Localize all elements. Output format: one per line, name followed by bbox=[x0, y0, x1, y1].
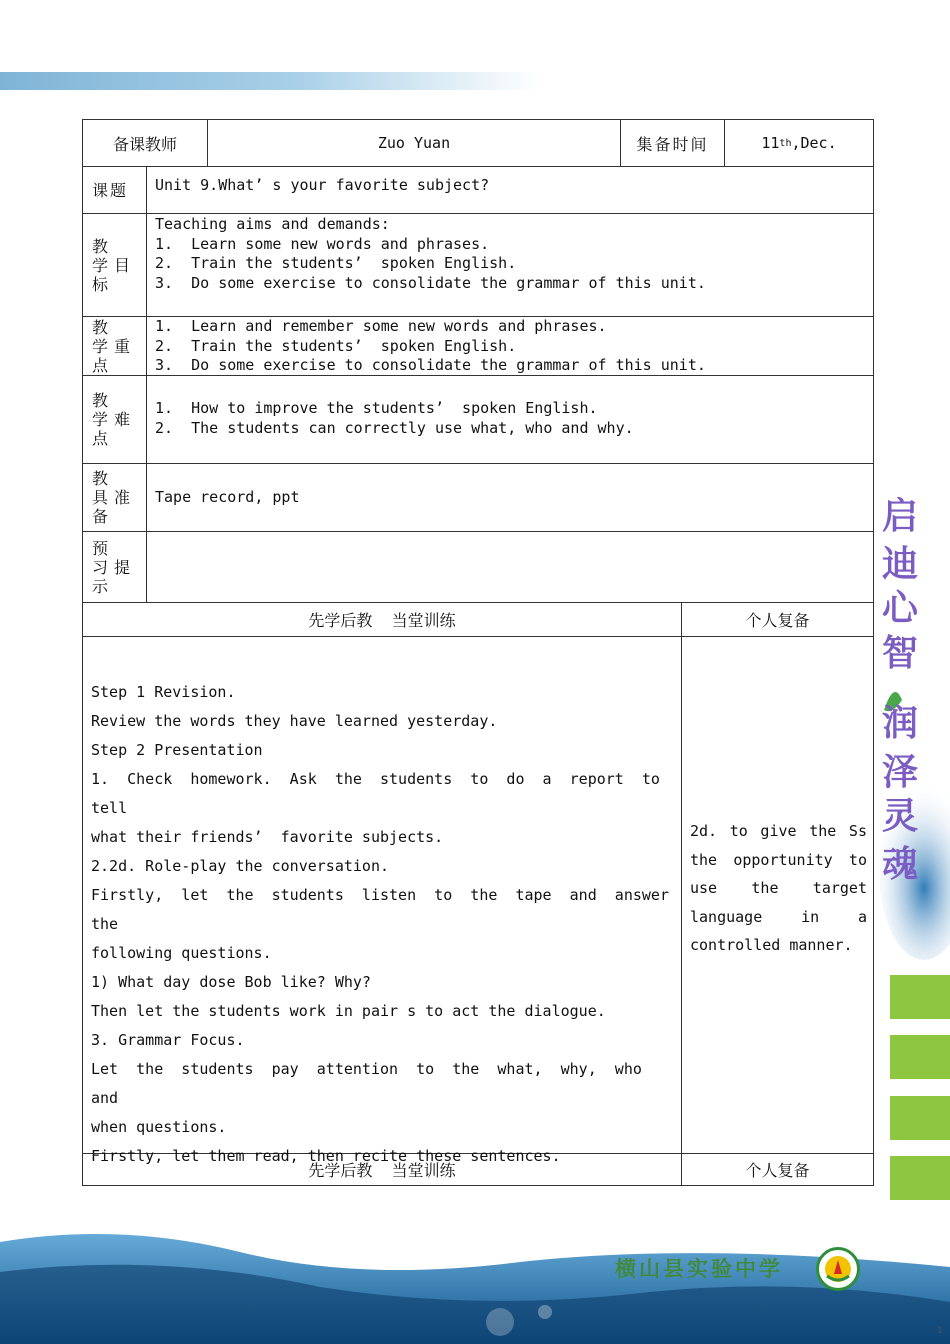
procedure-line: Step 2 Presentation bbox=[91, 741, 263, 759]
footer-header-right: 个人复备 bbox=[745, 1161, 810, 1180]
difficulty-line: 2. The students can correctly use what, who and why. bbox=[155, 418, 634, 437]
procedure-content bbox=[83, 637, 688, 1165]
key-point-line: 3. Do some exercise to consolidate the grammar of this unit. bbox=[155, 356, 706, 374]
green-decoration-block bbox=[890, 1035, 950, 1079]
header-row bbox=[83, 120, 873, 167]
topic-text: Unit 9.What’ s your favorite subject? bbox=[155, 176, 490, 194]
key-point-line: 1. Learn and remember some new words and phrases. bbox=[155, 317, 607, 335]
footer-header-left: 先学后教 当堂训练 bbox=[83, 1154, 682, 1185]
lesson-plan-table bbox=[82, 119, 874, 1186]
key-point-line: 2. Train the students’ spoken English. bbox=[155, 336, 517, 355]
date-suffix: th bbox=[779, 137, 792, 149]
procedure-line: Then let the students work in pair s to act the dialogue. bbox=[91, 1002, 606, 1020]
key-points-row bbox=[83, 317, 873, 376]
school-logo-icon bbox=[816, 1247, 860, 1291]
slogan-char: 智 bbox=[881, 632, 918, 674]
teacher-name: Zuo Yuan bbox=[208, 120, 621, 166]
preview-text bbox=[147, 532, 873, 602]
aims-label: 教 学目标 bbox=[83, 214, 147, 316]
procedure-line: 3. Grammar Focus. bbox=[91, 1031, 245, 1049]
school-name: 横山县实验中学 bbox=[615, 1257, 783, 1281]
procedure-line: Firstly, let the students listen to the tape and answer the bbox=[91, 886, 688, 933]
tools-label: 教 具准备 bbox=[83, 464, 147, 531]
procedure-line: when questions. bbox=[91, 1118, 227, 1136]
slogan-char: 心 bbox=[881, 587, 918, 629]
procedure-row bbox=[83, 637, 873, 1165]
water-wave-footer bbox=[0, 1212, 950, 1344]
green-decoration-block bbox=[890, 975, 950, 1019]
aims-row bbox=[83, 214, 873, 317]
procedure-line: 1) What day dose Bob like? Why? bbox=[91, 973, 371, 991]
preview-label: 预 习提示 bbox=[83, 532, 147, 602]
key-points-label: 教 学重点 bbox=[83, 317, 147, 375]
slogan-char: 润 bbox=[881, 702, 918, 744]
topic-label: 课题 bbox=[83, 167, 147, 213]
preview-row bbox=[83, 532, 873, 603]
procedure-line: 2.2d. Role-play the conversation. bbox=[91, 857, 390, 875]
green-decoration-block bbox=[890, 1156, 950, 1200]
difficulties-content bbox=[147, 376, 873, 463]
difficulties-row bbox=[83, 376, 873, 464]
green-decoration-block bbox=[890, 1096, 950, 1140]
date-rest: ,Dec. bbox=[791, 134, 837, 152]
topic-row bbox=[83, 167, 873, 214]
procedure-line: 1. Check homework. Ask the students to do a report to tell bbox=[91, 770, 679, 817]
procedure-note: 2d. to give the Ss the opportunity to use the target language in a controlled manner. bbox=[690, 822, 867, 954]
aims-line: 2. Train the students’ spoken English. bbox=[155, 254, 517, 272]
slogan-char: 迪 bbox=[881, 543, 918, 585]
procedure-line: Firstly, let them read, then recite these sentences. bbox=[91, 1147, 561, 1165]
aims-line: 3. Do some exercise to consolidate the grammar of this unit. bbox=[155, 273, 706, 292]
slogan-char: 启 bbox=[881, 495, 918, 537]
section-header-right: 个人复备 bbox=[745, 611, 810, 630]
aims-line: 1. Learn some new words and phrases. bbox=[155, 234, 490, 253]
section-header-left: 先学后教 当堂训练 bbox=[83, 603, 682, 636]
date-value bbox=[725, 120, 873, 166]
procedure-line: Step 1 Revision. bbox=[91, 683, 236, 701]
difficulty-line: 1. How to improve the students’ spoken English. bbox=[155, 399, 598, 417]
footer-header-row bbox=[83, 1154, 873, 1185]
difficulties-label: 教 学难点 bbox=[83, 376, 147, 463]
slogan-char: 魂 bbox=[881, 843, 918, 885]
tools-text: Tape record, ppt bbox=[155, 488, 300, 506]
slogan-char: 灵 bbox=[881, 795, 918, 837]
date-label: 集备时间 bbox=[621, 120, 725, 166]
procedure-line: Let the students pay attention to the what, why, who and bbox=[91, 1060, 660, 1107]
slogan-char: 泽 bbox=[881, 751, 918, 793]
aims-line: Teaching aims and demands: bbox=[155, 215, 390, 233]
tools-row bbox=[83, 464, 873, 532]
aims-content bbox=[147, 214, 873, 316]
date-day: 11 bbox=[761, 134, 780, 152]
key-points-content bbox=[147, 317, 873, 375]
section-header-row bbox=[83, 603, 873, 637]
procedure-line: Review the words they have learned yesterday. bbox=[91, 712, 498, 730]
page-number: 1 bbox=[937, 1326, 943, 1336]
procedure-line: what their friends’ favorite subjects. bbox=[91, 828, 444, 846]
procedure-line: following questions. bbox=[91, 944, 272, 962]
header-decoration-bar bbox=[0, 72, 540, 90]
teacher-label: 备课教师 bbox=[83, 120, 208, 166]
